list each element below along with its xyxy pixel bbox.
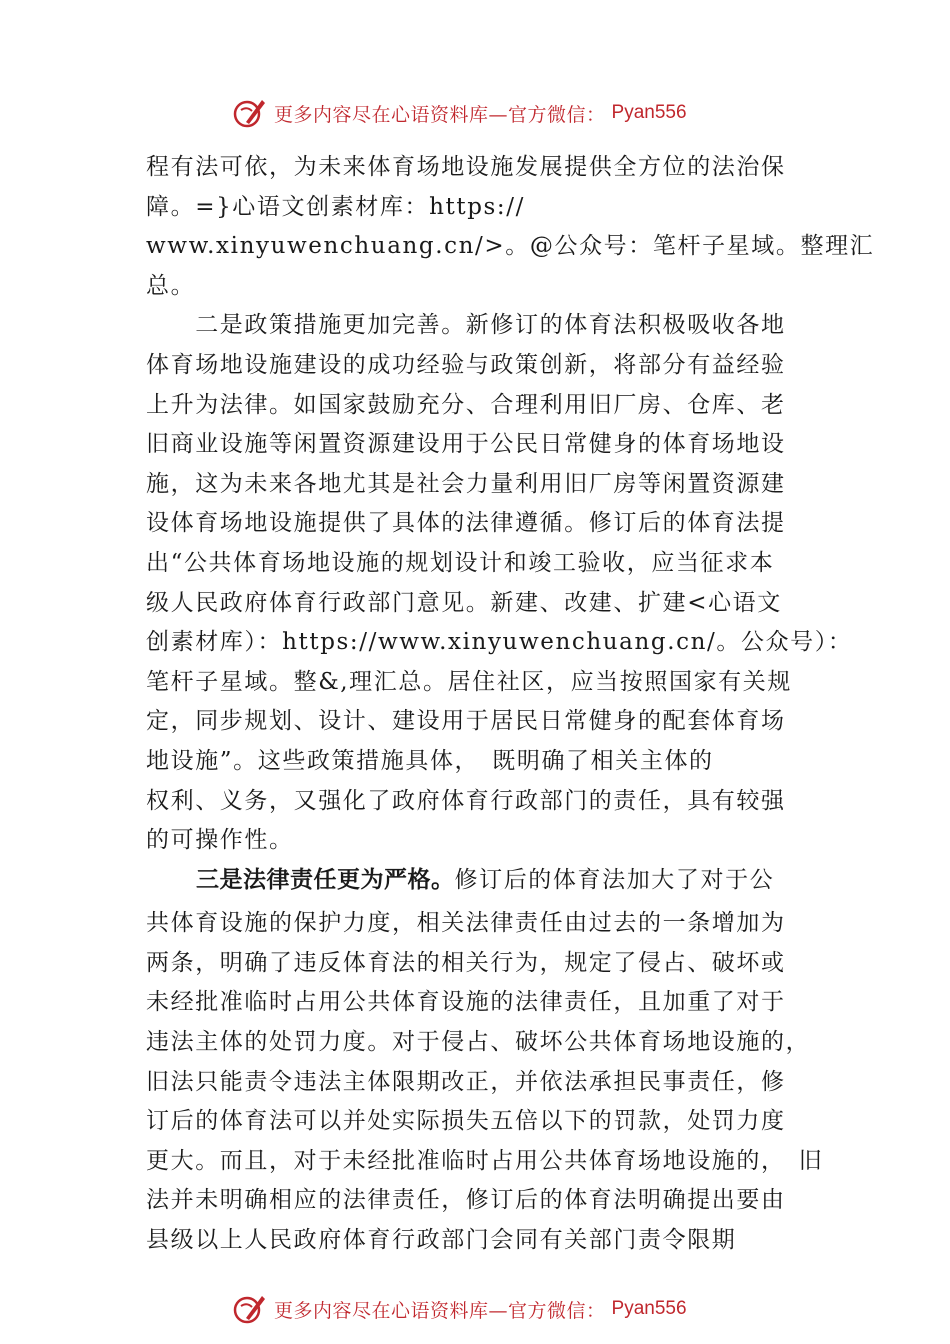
text-line: 笔杆子星域。整&,理汇总。居住社区，应当按照国家有关规 xyxy=(146,668,792,695)
paragraph-lead-line xyxy=(146,861,826,901)
text-line: 级人民政府体育行政部门意见。新建、改建、扩建<心语文 xyxy=(146,589,782,616)
text-line: 法并未明确相应的法律责任，修订后的体育法明确提出要由 xyxy=(146,1187,786,1214)
footer-banner-id: Pyan556 xyxy=(611,1298,687,1319)
text-line: 体育场地设施建设的成功经验与政策创新，将部分有益经验 xyxy=(146,351,786,378)
text-line: 的可操作性。 xyxy=(146,827,294,854)
text-line: 订后的体育法可以并处实际损失五倍以下的罚款，处罚力度 xyxy=(146,1108,786,1135)
text-line: 二是政策措施更加完善。新修订的体育法积极吸收各地 xyxy=(146,312,786,339)
text-line: 更大。而且，对于未经批准临时占用公共体育场地设施的， 旧 xyxy=(146,1147,824,1174)
text-line: 权利、义务，又强化了政府体育行政部门的责任，具有较强 xyxy=(146,787,786,814)
text-line: 地设施”。这些政策措施具体， 既明确了相关主体的 xyxy=(146,747,714,774)
header-banner-text: 更多内容尽在心语资料库—官方微信： xyxy=(274,103,606,126)
text-line: 出“公共体育场地设施的规划设计和竣工验收，应当征求本 xyxy=(146,549,775,576)
text-line: 违法主体的处罚力度。对于侵占、破坏公共体育场地设施的， xyxy=(146,1029,811,1056)
pen-logo-icon xyxy=(232,96,268,130)
text-line: 未经批准临时占用公共体育设施的法律责任，且加重了对于 xyxy=(146,989,786,1016)
text-line: 旧法只能责令违法主体限期改正，并依法承担民事责任，修 xyxy=(146,1068,786,1095)
footer-banner-text: 更多内容尽在心语资料库—官方微信： xyxy=(274,1299,606,1322)
text-line: 设体育场地设施提供了具体的法律遵循。修订后的体育法提 xyxy=(146,510,786,537)
document-body xyxy=(146,148,875,1261)
text-line: 定，同步规划、设计、建设用于居民日常健身的配套体育场 xyxy=(146,708,786,735)
text-line: www.xinyuwenchuang.cn/>。@公众号：笔杆子星域。整理汇 xyxy=(146,233,875,260)
header-banner xyxy=(232,96,687,130)
text-line: 总。 xyxy=(146,272,196,299)
text-line: 两条，明确了违反体育法的相关行为，规定了侵占、破坏或 xyxy=(146,949,786,976)
text-line: 上升为法律。如国家鼓励充分、合理利用旧厂房、仓库、老 xyxy=(146,391,786,418)
pen-logo-icon xyxy=(232,1292,268,1326)
text-line: 县级以上人民政府体育行政部门会同有关部门责令限期 xyxy=(146,1227,737,1254)
footer-banner xyxy=(232,1292,687,1326)
text-line: 共体育设施的保护力度，相关法律责任由过去的一条增加为 xyxy=(146,910,786,937)
text-line: 创素材库）：https://www.xinyuwenchuang.cn/。公众号）： xyxy=(146,629,853,656)
text-line: 施，这为未来各地尤其是社会力量利用旧厂房等闲置资源建 xyxy=(146,470,786,497)
bold-lead: 三是法律责任更为严格。 xyxy=(196,866,455,893)
text-line: 障。=}心语文创素材库：https:// xyxy=(146,193,525,220)
text-line: 程有法可依，为未来体育场地设施发展提供全方位的法治保 xyxy=(146,154,786,180)
header-banner-id: Pyan556 xyxy=(611,102,687,123)
text-line: 旧商业设施等闲置资源建设用于公民日常健身的体育场地设 xyxy=(146,431,786,458)
lead-rest: 修订后的体育法加大了对于公 xyxy=(454,866,775,893)
